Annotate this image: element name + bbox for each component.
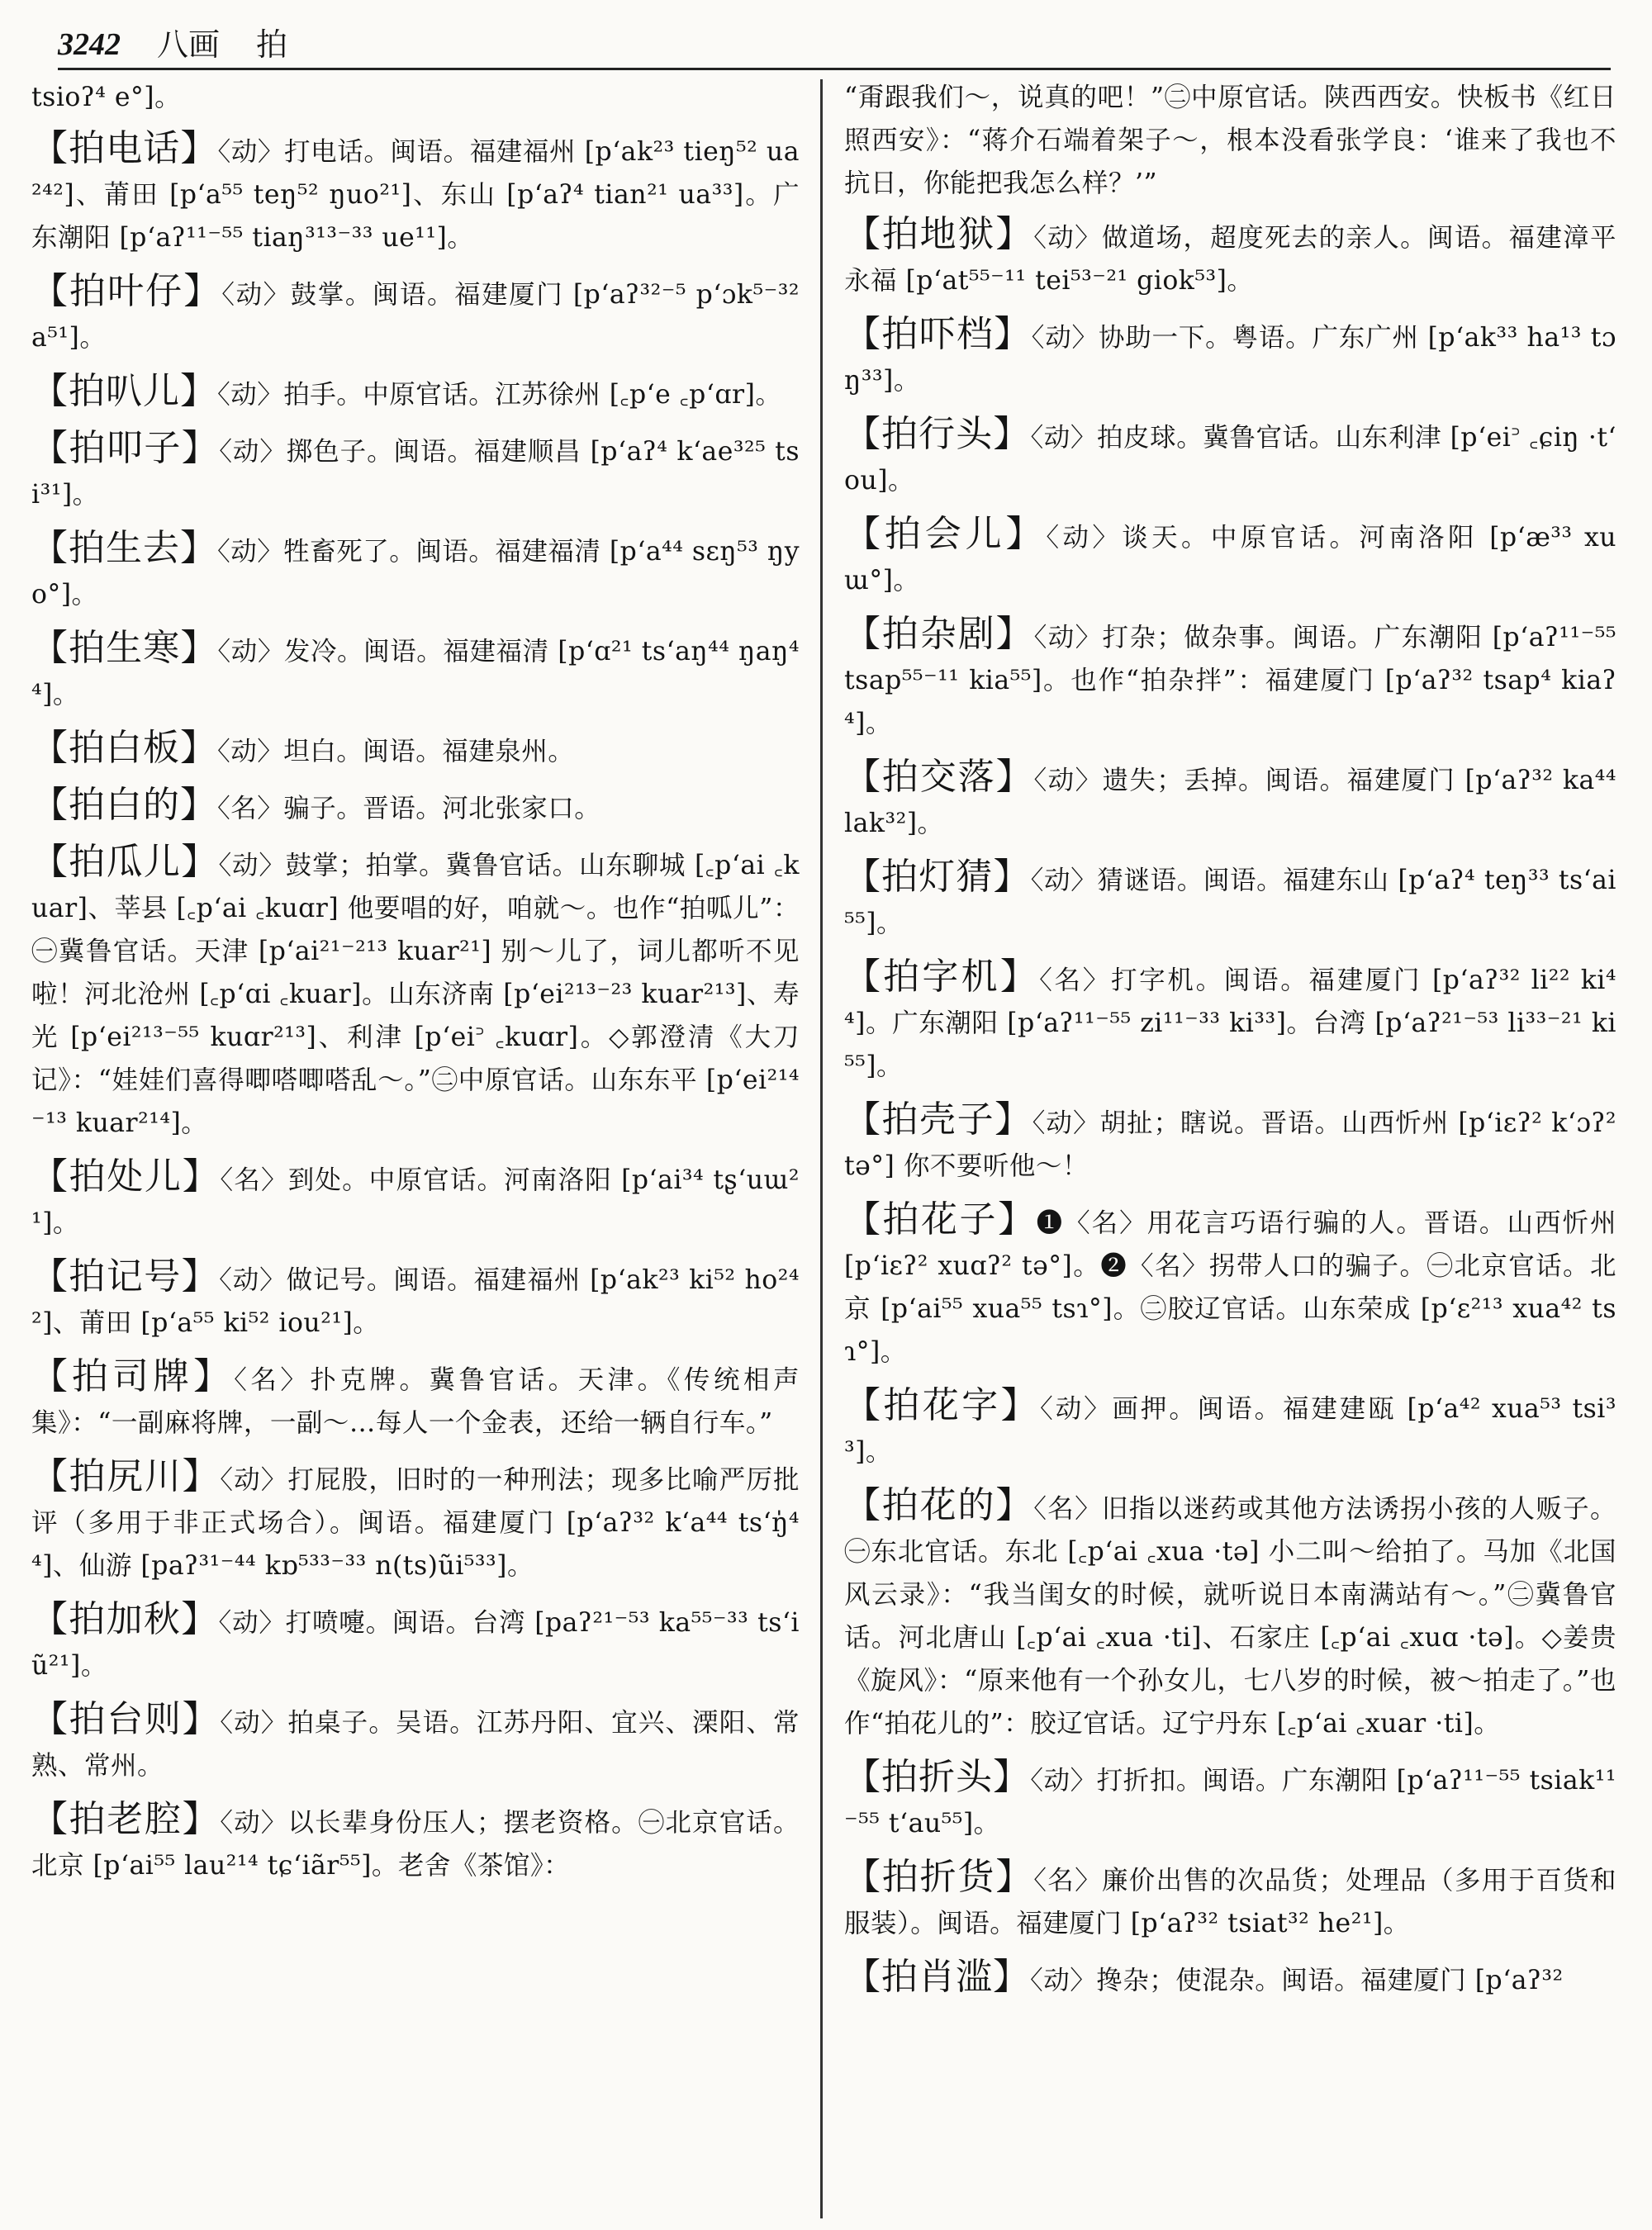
dictionary-entry <box>844 513 1616 602</box>
left-column <box>31 76 800 1898</box>
entry-definition: 〈动〉搀杂；使混杂。闽语。福建厦门 [pʻaʔ³² <box>1030 1966 1564 1995</box>
dictionary-entry <box>31 841 800 1145</box>
entry-headword: 【拍花子】 <box>844 1198 1037 1241</box>
dictionary-entry <box>844 613 1616 745</box>
dictionary-entry <box>844 313 1616 402</box>
entry-text: “甭跟我们～，说真的吧！”㊁中原官话。陕西西安。快板书《红日照西安》：“蒋介石端着架子～，根本没看张学良：‘谁来了我也不抗日，你能把我怎么样？’” <box>844 83 1616 198</box>
entry-definition: 〈动〉鼓掌；拍掌。冀鲁官话。山东聊城 [꜀pʻai ꜀kuar]、莘县 [꜀pʻai ꜀kuɑr] 他要唱的好，咱就～。也作“拍呱儿”：㊀冀鲁官话。天津 [pʻai²¹⁻²¹³ kuar²¹] 别～儿了，词儿都听不见啦！河北沧州 [꜀pʻɑi ꜀kuar]。山东济南 [pʻei²¹³⁻²³ kuar²¹³]、寿光 [pʻei²¹³⁻⁵⁵ kuɑr²¹³]、利津 [pʻei꜄ ꜀kuɑr]。◇郭澄清《大刀记》：“娃娃们喜得唧嗒唧嗒乱～。”㊁中原官话。山东东平 [pʻei²¹⁴⁻¹³ kuar²¹⁴]。 <box>31 851 800 1138</box>
entry-definition: 〈动〉拍桌子。吴语。江苏丹阳、宜兴、溧阳、常熟、常州。 <box>31 1708 800 1781</box>
entry-definition: 〈动〉打杂；做杂事。闽语。广东潮阳 [pʻaʔ¹¹⁻⁵⁵ tsap⁵⁵⁻¹¹ kia⁵⁵]。也作“拍杂拌”：福建厦门 [pʻaʔ³² tsap⁴ kiaʔ⁴]。 <box>844 623 1616 738</box>
entry-continuation <box>31 76 800 119</box>
entry-text: tsioʔ⁴ e°]。 <box>31 83 182 112</box>
dictionary-entry <box>31 1355 800 1445</box>
dictionary-entry <box>31 527 800 616</box>
entry-definition: 〈动〉做道场，超度死去的亲人。闽语。福建漳平永福 [pʻat⁵⁵⁻¹¹ tei⁵³⁻²¹ giok⁵³]。 <box>844 223 1616 296</box>
entry-definition: 〈动〉协助一下。粤语。广东广州 [pʻak³³ ha¹³ tɔŋ³³]。 <box>844 323 1617 396</box>
entry-definition: 〈动〉掷色子。闽语。福建顺昌 [pʻaʔ⁴ kʻae³²⁵ tsi³¹]。 <box>31 437 800 510</box>
dictionary-entry <box>844 1856 1616 1945</box>
entry-definition: 〈名〉打字机。闽语。福建厦门 [pʻaʔ³² li²² ki⁴⁴]。广东潮阳 [pʻaʔ¹¹⁻⁵⁵ zi¹¹⁻³³ ki³³]。台湾 [pʻaʔ²¹⁻⁵³ li³³⁻²¹ ki⁵⁵]。 <box>844 966 1617 1081</box>
dictionary-entry <box>844 1756 1616 1845</box>
entry-definition: 〈动〉鼓掌。闽语。福建厦门 [pʻaʔ³²⁻⁵ pʻɔk⁵⁻³² a⁵¹]。 <box>31 280 800 353</box>
dictionary-entry <box>844 956 1616 1088</box>
dictionary-entry <box>31 1798 800 1887</box>
dictionary-entry <box>31 370 800 416</box>
dictionary-entry <box>844 1484 1616 1745</box>
entry-headword: 【拍台则】 <box>31 1698 221 1740</box>
dictionary-entry <box>31 1698 800 1787</box>
entry-headword: 【拍叩子】 <box>31 427 220 469</box>
entry-definition: 〈动〉发冷。闽语。福建福清 [pʻɑ²¹ tsʻaŋ⁴⁴ ŋaŋ⁴⁴]。 <box>31 637 800 709</box>
entry-headword: 【拍灯猜】 <box>844 856 1031 898</box>
entry-headword: 【拍白的】 <box>31 784 217 826</box>
entry-definition: 〈动〉遗失；丢掉。闽语。福建厦门 [pʻaʔ³² ka⁴⁴ lak³²]。 <box>844 766 1617 838</box>
entry-headword: 【拍行头】 <box>844 413 1031 455</box>
entry-headword: 【拍叭儿】 <box>31 370 217 412</box>
dictionary-entry <box>844 856 1616 945</box>
entry-headword: 【拍白板】 <box>31 727 217 769</box>
column-divider <box>820 79 823 2218</box>
entry-definition: 〈动〉谈天。中原官话。河南洛阳 [pʻæ³³ xuɯ°]。 <box>844 523 1617 595</box>
entry-definition: 〈动〉坦白。闽语。福建泉州。 <box>217 737 575 766</box>
dictionary-entry <box>844 1198 1616 1374</box>
entry-headword: 【拍花字】 <box>844 1384 1041 1426</box>
dictionary-entry <box>844 1956 1616 2002</box>
dictionary-entry <box>844 1384 1616 1473</box>
dictionary-entry <box>844 413 1616 502</box>
entry-headword: 【拍叶仔】 <box>31 270 222 312</box>
entry-definition: 〈动〉打折扣。闽语。广东潮阳 [pʻaʔ¹¹⁻⁵⁵ tsiak¹¹⁻⁵⁵ tʻau⁵⁵]。 <box>844 1766 1617 1839</box>
entry-headword: 【拍司牌】 <box>31 1355 235 1397</box>
header-character: 拍 <box>256 26 288 63</box>
entry-definition: 〈动〉拍手。中原官话。江苏徐州 [꜀pʻe ꜀pʻɑr]。 <box>217 380 782 410</box>
dictionary-entry <box>31 427 800 516</box>
entry-headword: 【拍地狱】 <box>844 213 1034 255</box>
dictionary-entry <box>31 1255 800 1345</box>
entry-headword: 【拍记号】 <box>31 1255 220 1298</box>
entry-definition: 〈名〉扑克牌。冀鲁官话。天津。《传统相声集》：“一副麻将牌，一副～…每人一个金表，还给一辆自行车。” <box>31 1365 800 1438</box>
dictionary-entry <box>31 727 800 773</box>
entry-headword: 【拍杂剧】 <box>844 613 1034 655</box>
entry-definition: 〈动〉做记号。闽语。福建福州 [pʻak²³ ki⁵² ho²⁴²]、莆田 [pʻa⁵⁵ ki⁵² iou²¹]。 <box>31 1265 800 1338</box>
dictionary-entry <box>31 127 800 259</box>
entry-definition: 〈动〉以长辈身份压人；摆老资格。㊀北京官话。北京 [pʻai⁵⁵ lau²¹⁴ tɕʻiãr⁵⁵]。老舍《茶馆》： <box>31 1808 800 1881</box>
dictionary-entry <box>844 1098 1616 1188</box>
entry-headword: 【拍壳子】 <box>844 1098 1032 1141</box>
entry-definition: 〈动〉打屁股，旧时的一种刑法；现多比喻严厉批评（多用于非正式场合）。闽语。福建厦门 [pʻaʔ³² kʻa⁴⁴ tsʻŋ̍⁴⁴]、仙游 [paʔ³¹⁻⁴⁴ kɒ⁵³³⁻³³ n(ts)ũi⁵³³]。 <box>31 1465 800 1581</box>
entry-headword: 【拍交落】 <box>844 756 1034 798</box>
entry-continuation <box>844 76 1616 205</box>
dictionary-entry <box>31 1155 800 1245</box>
entry-definition: 〈动〉画押。闽语。福建建瓯 [pʻa⁴² xua⁵³ tsi³³]。 <box>844 1394 1617 1467</box>
entry-definition: 〈名〉廉价出售的次品货；处理品（多用于百货和服装）。闽语。福建厦门 [pʻaʔ³² tsiat³² he²¹]。 <box>844 1866 1616 1938</box>
entry-headword: 【拍生去】 <box>31 527 218 569</box>
entry-headword: 【拍花的】 <box>844 1484 1034 1526</box>
entry-definition: ❶〈名〉用花言巧语行骗的人。晋语。山西忻州 [pʻiɛʔ² xuɑʔ² tə°]。❷〈名〉拐带人口的骗子。㊀北京官话。北京 [pʻai⁵⁵ xua⁵⁵ tsɿ°]。㊁胶辽官话。山东荣成 [pʻɛ²¹³ xua⁴² tsɿ°]。 <box>844 1208 1616 1367</box>
entry-headword: 【拍老腔】 <box>31 1798 221 1840</box>
entry-headword: 【拍折货】 <box>844 1856 1034 1898</box>
right-column <box>844 76 1616 2013</box>
dictionary-entry <box>844 756 1616 845</box>
entry-definition: 〈名〉旧指以迷药或其他方法诱拐小孩的人贩子。㊀东北官话。东北 [꜀pʻai ꜀xua ·tə] 小二叫～给拍了。马加《北国风云录》：“我当闺女的时候，就听说日本南满站有～。”㊁冀鲁官话。河北唐山 [꜀pʻai ꜀xua ·ti]、石家庄 [꜀pʻai ꜀xuɑ ·tə]。◇姜贵《旋风》：“原来他有一个孙女儿，七八岁的时候，被～拍走了。”也作“拍花儿的”：胶辽官话。辽宁丹东 [꜀pʻai ꜀xuar ·ti]。 <box>844 1494 1616 1739</box>
section-label: 八画 <box>157 26 221 63</box>
entry-definition: 〈动〉胡扯；瞎说。晋语。山西忻州 [pʻiɛʔ² kʻɔʔ² tə°] 你不要听他～！ <box>844 1108 1617 1181</box>
entry-definition: 〈动〉牲畜死了。闽语。福建福清 [pʻa⁴⁴ sɛŋ⁵³ ŋyo°]。 <box>31 537 800 610</box>
page-header <box>58 15 1611 70</box>
dictionary-entry <box>31 1455 800 1587</box>
entry-headword: 【拍电话】 <box>31 127 218 169</box>
entry-headword: 【拍吓档】 <box>844 313 1032 355</box>
dictionary-entry <box>844 213 1616 302</box>
entry-headword: 【拍尻川】 <box>31 1455 221 1497</box>
entry-definition: 〈动〉打喷嚏。闽语。台湾 [paʔ²¹⁻⁵³ ka⁵⁵⁻³³ tsʻiũ²¹]。 <box>31 1608 800 1681</box>
entry-headword: 【拍处儿】 <box>31 1155 221 1198</box>
entry-headword: 【拍会儿】 <box>844 513 1047 555</box>
entry-headword: 【拍字机】 <box>844 956 1040 998</box>
entry-definition: 〈名〉到处。中原官话。河南洛阳 [pʻai³⁴ tʂʻuɯ²¹]。 <box>31 1165 800 1238</box>
entry-definition: 〈动〉打电话。闽语。福建福州 [pʻak²³ tieŋ⁵² ua²⁴²]、莆田 [pʻa⁵⁵ teŋ⁵² ŋuo²¹]、东山 [pʻaʔ⁴ tian²¹ ua³³]。广东潮阳 [pʻaʔ¹¹⁻⁵⁵ tiaŋ³¹³⁻³³ ue¹¹]。 <box>31 137 800 253</box>
entry-headword: 【拍折头】 <box>844 1756 1031 1798</box>
dictionary-entry <box>31 627 800 716</box>
entry-headword: 【拍生寒】 <box>31 627 218 669</box>
entry-headword: 【拍肖滥】 <box>844 1956 1030 1998</box>
dictionary-entry <box>31 784 800 830</box>
dictionary-entry <box>31 270 800 359</box>
entry-headword: 【拍加秋】 <box>31 1598 219 1640</box>
page-number: 3242 <box>58 27 121 62</box>
entry-definition: 〈动〉拍皮球。冀鲁官话。山东利津 [pʻei꜄ ꜀ɕiŋ ·tʻou]。 <box>844 423 1617 496</box>
entry-definition: 〈名〉骗子。晋语。河北张家口。 <box>217 794 601 823</box>
entry-definition: 〈动〉猜谜语。闽语。福建东山 [pʻaʔ⁴ teŋ³³ tsʻai⁵⁵]。 <box>844 866 1617 938</box>
dictionary-entry <box>31 1598 800 1687</box>
entry-headword: 【拍瓜儿】 <box>31 841 219 883</box>
